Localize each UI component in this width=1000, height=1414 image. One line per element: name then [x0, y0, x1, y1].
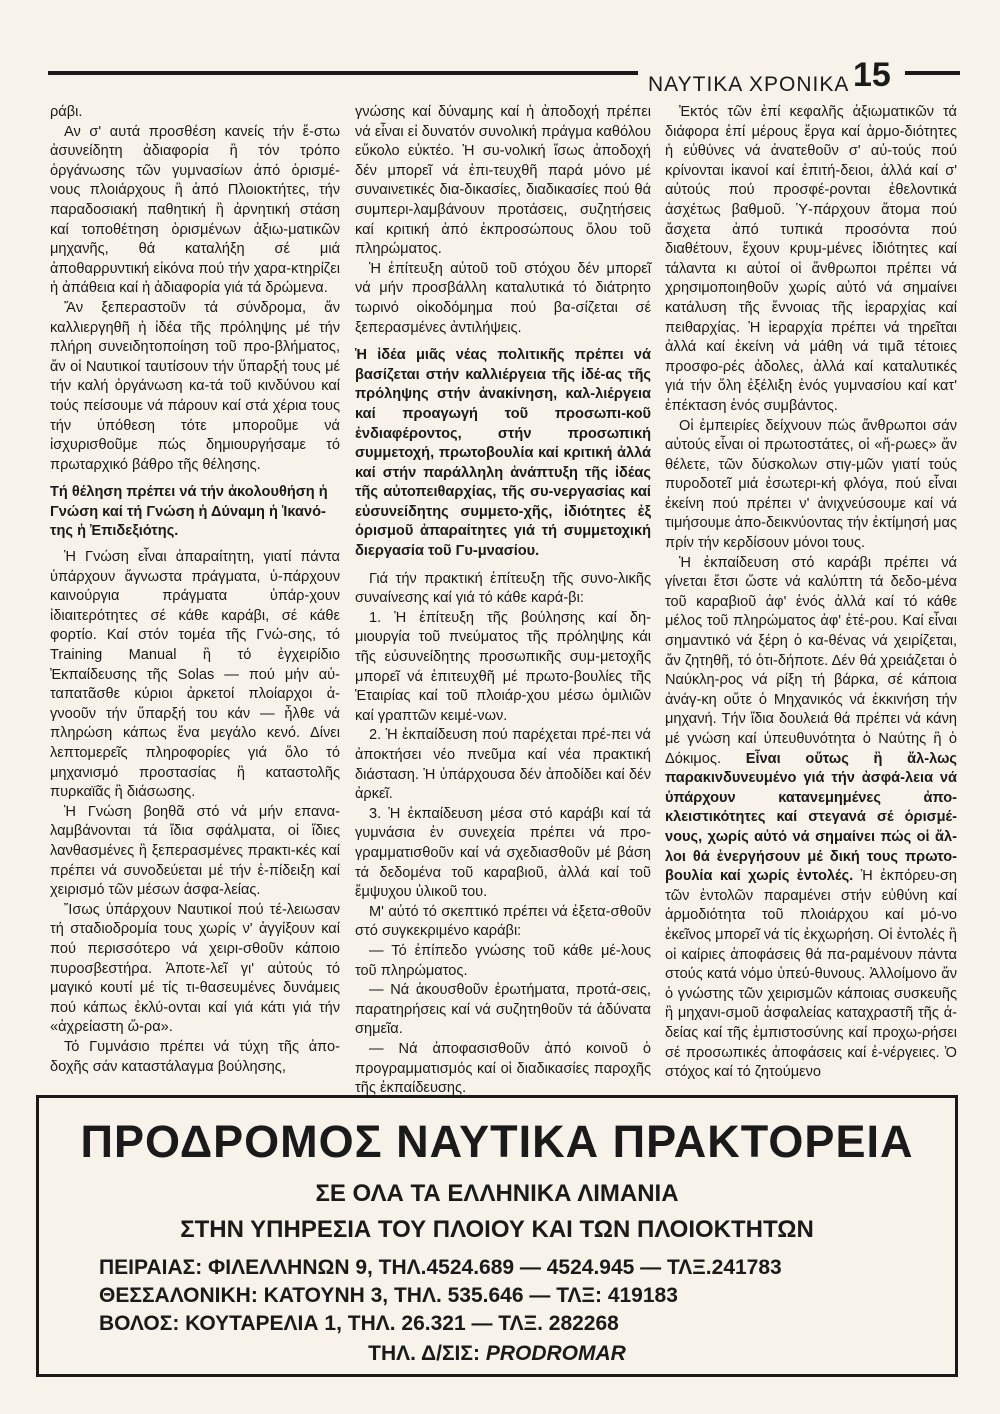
- paragraph: Τό Γυμνάσιο πρέπει νά τύχη τῆς ἀπο-δοχῆς σάν καταστάλαγμα βούλησης,: [50, 1038, 340, 1075]
- telex-label: ΤΗΛ. Δ/ΣΙΣ:: [368, 1342, 480, 1365]
- article-column-3: [665, 103, 957, 1081]
- ad-address-volos: ΒΟΛΟΣ: ΚΟΥΤΑΡΕΛΙΑ 1, ΤΗΛ. 26.321 — ΤΛΞ. 282268: [99, 1312, 619, 1335]
- list-item: 3. Ἡ ἐκπαίδευση μέσα στό καράβι καί τά γυμνάσια ἐν συνεχεία πρέπει νά προ-γραμματισθοῦν καί νά σχεδιασθοῦν μέ βάση τά δεδομένα τοῦ καραβιοῦ, ἀλλά καί τοῦ ἔμψυχου ὑλικοῦ του.: [355, 805, 651, 901]
- paragraph: γνώσης καί δύναμης καί ἡ ἀποδοχή πρέπει νά εἶναι εἰ δυνατόν συνολική πράγμα καθόλου εὔκολο εὐκτέο. Ἡ συ-νολική ἴσως ἀποδοχή δέν μπορεῖ νά ἐπι-τευχθῆ παρά μόνο μέ συναινετικές δια-δικασίες, διαδικασίες πού θά συμπερι-λαμβάνουν προτάσεις, συζητήσεις καί κριτική ἀπό ἐκπροσώπους ὅλου τοῦ πληρώματος.: [355, 104, 651, 258]
- section-heading: Τή θέληση πρέπει νά τήν ἀκολουθήση ἡ Γνώση καί τή Γνώση ἡ Δύναμη ἡ Ἱκανό-της ἡ Ἐπιδεξιότης.: [50, 484, 328, 540]
- ad-telegraphic-address: [39, 1342, 955, 1366]
- paragraph: Ἡ ἐπίτευξη αὐτοῦ τοῦ στόχου δέν μπορεῖ νά μήν προσβάλλη καταλυτικά τό διάτρητο τωρινό οἰκοδόμημα πού βα-σίζεται σέ ξεπερασμένες ἀντιλήψεις.: [355, 260, 651, 336]
- telex-value: PRODROMAR: [485, 1342, 626, 1365]
- list-item: 2. Ἡ ἐκπαίδευση πού παρέχεται πρέ-πει νά ἀποκτήσει νέο πνεῦμα καί νέα πρακτική διάσταση. Ἡ ὑπάρχουσα δέν ἀποδίδει καί δέν ἀρκεῖ.: [355, 727, 651, 803]
- paragraph: Αν σ' αυτά προσθέση κανείς τήν ἔ-στω ἀσυνείδητη ἀδιαφορία ἢ τόν τρόπο ὀργάνωσης τῶν γυμνασίων ἀπό ὁρισμέ-νους πλοιάρχους ἢ ἀπό Πλοιοκτήτες, τήν παραδοσιακή παθητική ἢ ἀρνητική στάση καί τοποθέτηση ὁρισμένων ἀξιω-ματικῶν μηχανῆς, θά καταλήξη σέ μιά ἀποθαρρυντική εἰκόνα πού τήν χαρα-κτηρίζει ἡ ἀπάθεια καί ἡ ἀδιαφορία γιά τά δρώμενα.: [50, 123, 340, 297]
- ad-title: ΠΡΟΔΡΟΜΟΣ ΝΑΥΤΙΚΑ ΠΡΑΚΤΟΡΕΙΑ: [80, 1116, 914, 1167]
- header-rule: [48, 71, 638, 75]
- paragraph-text: Ἡ ἐκπόρευ-ση τῶν ἐντολῶν παραμένει στήν εὐθύνη καί ἁρμοδιότητα τοῦ πλοιάρχου καί μό-νο ἐκεῖνος μπορεῖ νά τίς ἐκχωρήση. Οἱ ἐντολές ἢ οἱ καίριες ἀποφάσεις θά πα-ραμένουν πάντα στούς κατά νόμο ὑπεύ-θυνους. Ἀλλοίμονο ἄν ὁ γνώστης τῶν χειρισμῶν κάποιας συσκευῆς ἢ μηχανι-σμοῦ ἀσφαλείας καταχραστῆ τῆς ἀ-δείας καί τῆς ἐμπιστοσύνης καί προχω-ρήσει σέ προσωπικές ἀποφάσεις καί ἐ-νέργειες. Ὁ στόχος καί τό ζητούμενο: [665, 868, 957, 1081]
- ad-subtitle: ΣΕ ΟΛΑ ΤΑ ΕΛΛΗΝΙΚΑ ΛΙΜΑΝΙΑ: [315, 1180, 679, 1207]
- list-item: — Τό ἐπίπεδο γνώσης τοῦ κάθε μέ-λους τοῦ πληρώματος.: [355, 942, 651, 979]
- paragraph: Ἡ Γνώση βοηθᾶ στό νά μήν επανα-λαμβάνονται τά ἴδια σφάλματα, οἱ ἴδιες λανθασμένες ἢ ξεπερασμένες πρακτι-κές καί πρέπει νά συνοδεύεται μέ τήν ἐ-πίδειξη καί χειρισμό τῶν μέσων ἀσφα-λείας.: [50, 803, 340, 899]
- paragraph: [665, 554, 957, 1083]
- paragraph: Μ' αὐτό τό σκεπτικό πρέπει νά ἐξετα-σθοῦν στό συγκεκριμένο καράβι:: [355, 903, 651, 940]
- page-number: 15: [853, 56, 891, 94]
- ad-subtitle: ΣΤΗΝ ΥΠΗΡΕΣΙΑ ΤΟΥ ΠΛΟΙΟΥ ΚΑΙ ΤΩΝ ΠΛΟΙΟΚΤΗΤΩΝ: [180, 1216, 814, 1243]
- ad-address-piraeus: ΠΕΙΡΑΙΑΣ: ΦΙΛΕΛΛΗΝΩΝ 9, ΤΗΛ.4524.689 — 4524.945 — ΤΛΞ.241783: [99, 1256, 782, 1279]
- paragraph: Ἡ Γνώση εἶναι ἀπαραίτητη, γιατί πάντα ὑπάρχουν ἄγνωστα πράγματα, ὑ-πάρχουν καινούργια πράγματα ὑπάρ-χουν ἰδιαιτερότητες σέ κάθε καράβι, σέ κάθε φορτίο. Καί στόν τομέα τῆς Γνώ-σης, τό Training Manual ἢ τό ἐγχειρίδιο Ἐκπαίδευσης τῆς Solas — πού μήν αὐ-ταπατᾶσθε κύριοι ἀρκετοί πλοίαρχοι ἀ-γνοοῦν τήν ὕπαρξή του κάν — ἦλθε νά πληρώση κάπως ἕνα μεγάλο κενό. Δίνει λεπτομερεῖς πληροφορίες γιά ὅλο τό μηχανισμό προστασίας ἢ καταστολῆς πυρκαϊᾶς ἢ διάσωσης.: [50, 549, 340, 801]
- list-item: 1. Ἡ ἐπίτευξη τῆς βούλησης καί δη-μιουργία τοῦ πνεύματος τῆς πρόληψης κάι τῆς εὐσυνείδητης προσωπικῆς συμ-μετοχῆς μπορεῖ νά ἐπιτευχθῆ μέ πρωτο-βουλίες τῆς Ἑταιρίας καί τοῦ πλοιάρ-χου μέσω ὁμιλιῶν καί γραπτῶν κειμέ-νων.: [355, 609, 651, 724]
- paragraph: Οἱ ἐμπειρίες δείχνουν πώς ἄνθρωποι σάν αὐτούς εἶναι οἱ πρωτοστάτες, οἱ «ἥ-ρωες» ἄν θέλετε, τῶν δύσκολων στιγ-μῶν γιατί τούς πυροδοτεῖ μιά ἐσωτερι-κή φλόγα, πού εἶναι ἐκείνη πού πρέπει ν' ἀνιχνεύσουμε καί νά τιμήσουμε ἀπο-δεικνύοντας τήν ἐκτίμησή μας πρίν τήν κερδίσουν μόνοι τους.: [665, 417, 957, 552]
- paragraph: Ἴσως ὑπάρχουν Ναυτικοί πού τέ-λειωσαν τή σταδιοδρομία τους χωρίς ν' ἀγγίξουν καί πού περισσότερο νά χειρι-σθοῦν κάποιο πυροσβεστήρα. Ἀποτε-λεῖ γι' αὐτούς τό μαγικό κουτί μέ τίς τι-θασευμένες δυνάμεις πού κάπως ἐκλύ-ονται καί γιά κάτι γιά τήν «ἀχρείαστη ὥ-ρα».: [50, 901, 340, 1036]
- paragraph: Ἄν ξεπεραστοῦν τά σύνδρομα, ἄν καλλιεργηθῆ ἡ ἰδέα τῆς πρόληψης μέ τήν πλήρη συνειδητοποίηση τοῦ προ-βλήματος, ἄν οἱ Ναυτικοί ταυτίσουν τήν ὕπαρξή τους μέ τήν καλή ὀργάνωση κα-τά τοῦ κινδύνου καί τούς πείσουμε νά πάρουν καί στά χέρια τους τήν ὑπόθεση τότε μποροῦμε νά ἰσχυρισθοῦμε πώς δημιουργήσαμε τό πρωταρχικό βάθρο τῆς θέλησης.: [50, 299, 340, 473]
- list-item: — Νά ἀκουσθοῦν ἐρωτήματα, προτά-σεις, παρατηρήσεις καί νά συζητηθοῦν τά ἀδύνατα σημεῖα.: [355, 982, 651, 1038]
- bold-text: Εἶναι οὔτως ἢ ἄλ-λως παρακινδυνευμένο γιά τήν ἀσφά-λεια νά ὑπάρχουν κατανεμημένες ἀπο-κλειστικότητες καί στεγανά σέ ὁρισμέ-νους, χωρίς αὐτό νά σημαίνει πώς οἱ ἄλ-λοι θά ἐνεργήσουν μέ δική τους πρωτο-βουλία καί χωρίς ἐντολές.: [665, 750, 957, 885]
- article-column-2: [355, 103, 651, 1097]
- paragraph-text: Ἡ ἐκπαίδευση στό καράβι πρέπει νά γίνεται ἔτσι ὥστε νά καλύπτη τά δεδο-μένα τοῦ καραβιοῦ ἀφ' ἑνός ἀλλά καί τό κάθε μέλος τοῦ πληρώματος ἀφ' ἑτέ-ρου. Καί εἶναι σημαντικό νά ξέρη ὁ κα-θένας νά χειρίζεται, ἄν ζητηθῆ, τό ὁτι-δήποτε. Δέν θά χρειάζεται ὁ Ναύκλη-ρος νά ρίξη τή βάρκα, σέ κάποια ἀνάγ-κη οὔτε ὁ Μηχανικός νά ἐκκινήση τήν μηχανή. Τήν ἴδια δουλειά θά πρέπει νά κάνη μέ γνώση καί ὑπευθυνότητα ὁ Ναύτης ἢ ὁ Δόκιμος.: [665, 554, 957, 767]
- paragraph: Γιά τήν πρακτική ἐπίτευξη τῆς συνο-λικῆς συναίνεσης καί γιά τό κάθε καρά-βι:: [355, 570, 651, 607]
- paragraph: ράβι.: [50, 104, 83, 120]
- magazine-name: ΝΑΥΤΙΚΑ ΧΡΟΝΙΚΑ: [648, 73, 850, 96]
- ad-address-thessaloniki: ΘΕΣΣΑΛΟΝΙΚΗ: ΚΑΤΟΥΝΗ 3, ΤΗΛ. 535.646 — ΤΛΞ: 419183: [99, 1284, 678, 1307]
- header-rule-right: [905, 71, 960, 75]
- article-column-1: [50, 103, 340, 1073]
- list-item: — Νά ἀποφασισθοῦν ἀπό κοινοῦ ὁ προγραμματισμός καί οἱ διαδικασίες παροχῆς τῆς ἐκπαίδευσης.: [355, 1040, 651, 1097]
- paragraph: Ἐκτός τῶν ἐπί κεφαλῆς ἀξιωματικῶν τά διάφορα ἐπί μέρους ἔργα καί ἁρμο-διότητες ἡ εὐθύνες νά ἀνατεθοῦν σ' αὐ-τούς πού κρίνονται ἱκανοί καί ἐπιτή-δειοι, ἀλλά καί σ' αὐτούς πού προσφέ-ρονται ἐθελοντικά ἀσχέτως βαθμοῦ. Ὑ-πάρχουν ἄτομα πού ἄσχετα ἀπό τυπικά προσόντα πού διαθέτουν, ἔχουν κρυμ-μένες ἰδιότητες καί τάλαντα κι αὐτοί οἱ ἄνθρωποι πρέπει νά χρησιμοποιηθοῦν χωρίς αὐτό νά σημαίνει κατάλυση τῆς ἔννοιας τῆς ἱεραρχίας καί πειθαρχίας. Ἡ ἱεραρχία πρέπει νά τηρεῖται ἀλλά καί ἐκείνη νά μάθη νά τιμᾶ τέτοιες προσφο-ρές ἀδολες, ἀλλά καί καταλυτικές γιά τήν ὅλη ἐξέλιξη ἑνός γυμνασίου καί κατ' ἐπέκταση ἑνός συμβάντος.: [665, 104, 957, 414]
- bold-paragraph: Ἡ ἰδέα μιᾶς νέας πολιτικῆς πρέπει νά βασίζεται στήν καλλιέργεια τῆς ἰδέ-ας τῆς πρόληψης στήν ἀνακίνηση, καλ-λιέργεια καί προαγωγή τοῦ προσωπι-κοῦ ἐνδιαφέροντος, στήν προσωπική συμμετοχή, πρωτοβουλία καί κριτική ἀλλά καί στήν παράλληλη ἀνάπτυξη τῆς ἰδέας τῆς αὐτοπειθαρχίας, τῆς συ-νεργασίας καί εὐσυνείδητης συμμετο-χῆς, ἰδιότητες ἐξ ὁρισμοῦ ἀπαραίτητες γιά τή συμμετοχική διεργασία τοῦ Γυ-μνασίου.: [355, 347, 651, 560]
- advertisement-box: [36, 1095, 958, 1377]
